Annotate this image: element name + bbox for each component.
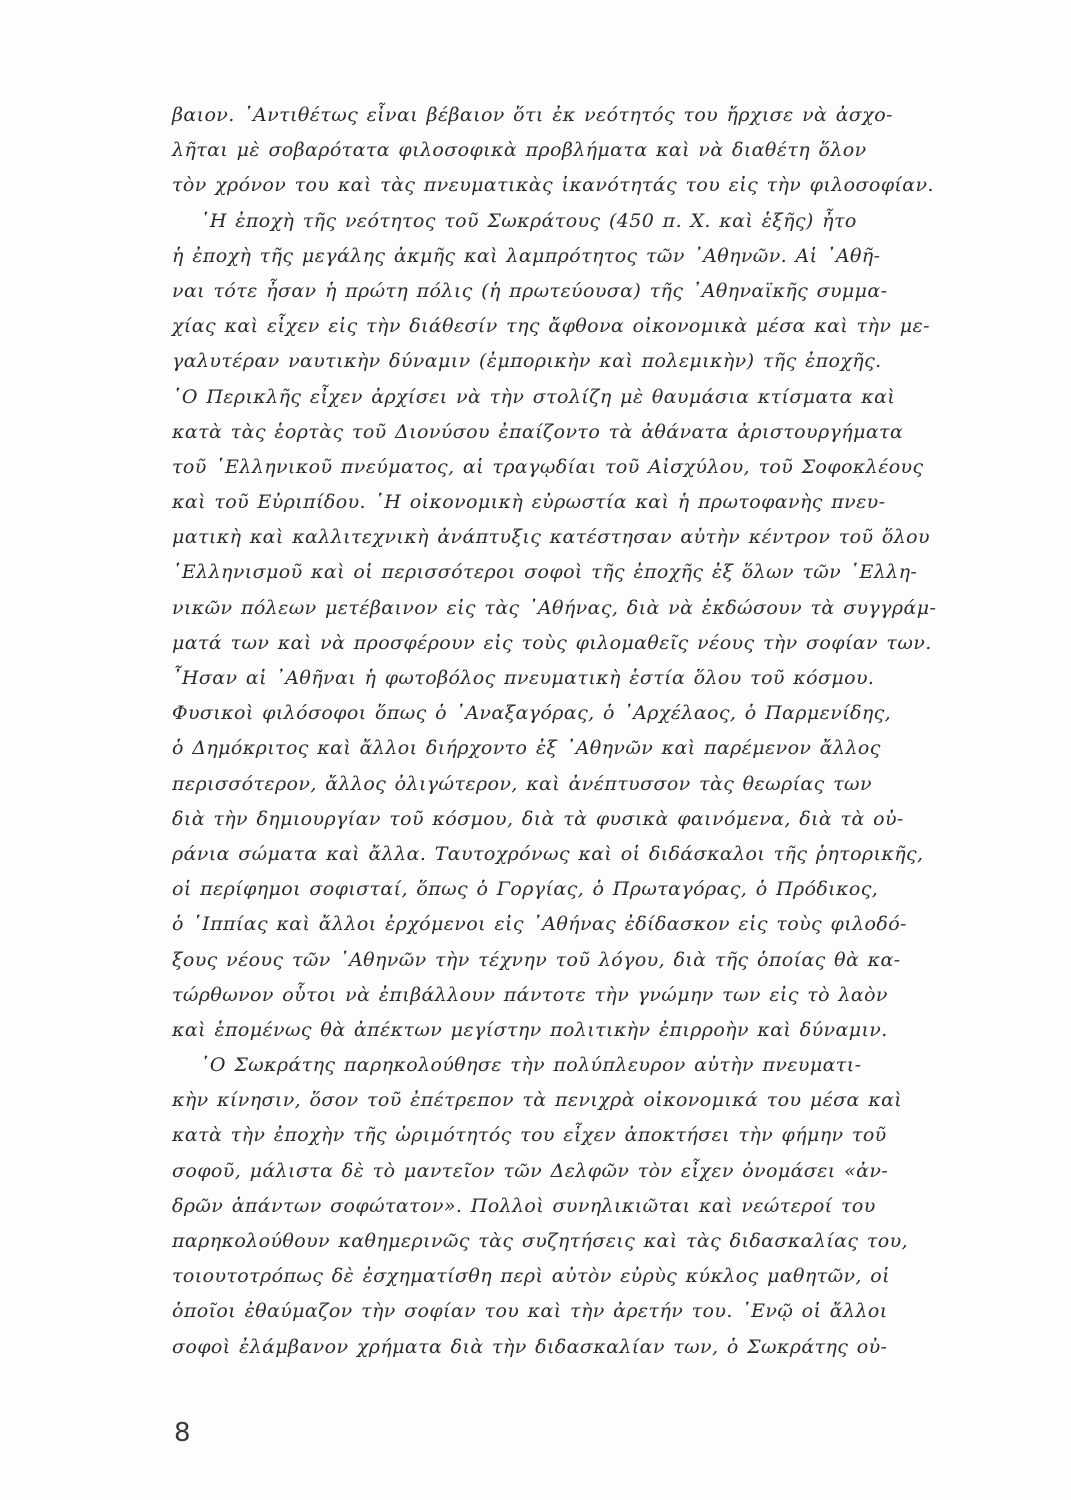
text-line: βαιον. ᾿Αντιθέτως εἶναι βέβαιον ὅτι ἐκ νεότητός του ἤρχισε νὰ ἀσχο- <box>172 104 893 126</box>
page-number: 8 <box>174 1418 191 1448</box>
text-line: διὰ τὴν δημιουργίαν τοῦ κόσμου, διὰ τὰ φυσικὰ φαινόμενα, διὰ τὰ οὐ- <box>172 807 904 830</box>
text-line: γαλυτέραν ναυτικὴν δύναμιν (ἐμπορικὴν καὶ πολεμικὴν) τῆς ἐποχῆς. <box>172 350 882 373</box>
text-line: νικῶν πόλεων μετέβαινον εἰς τὰς ᾿Αθήνας, διὰ νὰ ἐκδώσουν τὰ συγγράμ- <box>172 596 937 619</box>
text-line: παρηκολούθουν καθημερινῶς τὰς συζητήσεις καὶ τὰς διδασκαλίας του, <box>172 1230 908 1252</box>
text-line: σοφοῦ, μάλιστα δὲ τὸ μαντεῖον τῶν Δελφῶν τὸν εἶχεν ὀνομάσει «ἀν- <box>172 1159 889 1182</box>
body-text <box>172 98 1030 1365</box>
text-line: ῾Ο Περικλῆς εἶχεν ἀρχίσει νὰ τὴν στολίζη μὲ θαυμάσια κτίσματα καὶ <box>172 385 896 408</box>
text-line: τοῦ ῾Ελληνικοῦ πνεύματος, αἱ τραγῳδίαι τοῦ Αἰσχύλου, τοῦ Σοφοκλέους <box>172 455 924 478</box>
text-line: Φυσικοὶ φιλόσοφοι ὅπως ὁ ᾿Αναξαγόρας, ὁ ᾿Αρχέλαος, ὁ Παρμενίδης, <box>172 702 892 725</box>
text-line: ματά των καὶ νὰ προσφέρουν εἰς τοὺς φιλομαθεῖς νέους τὴν σοφίαν των. <box>172 631 932 654</box>
text-line: ὁ ῾Ιππίας καὶ ἄλλοι ἐρχόμενοι εἰς ᾿Αθήνας ἐδίδασκον εἰς τοὺς φιλοδό- <box>172 913 907 936</box>
text-line: ματικὴ καὶ καλλιτεχνικὴ ἀνάπτυξις κατέστησαν αὐτὴν κέντρον τοῦ ὅλου <box>172 526 930 549</box>
text-line: ῾Η ἐποχὴ τῆς νεότητος τοῦ Σωκράτους (450 π. Χ. καὶ ἑξῆς) ἦτο <box>200 209 857 232</box>
text-line: ξους νέους τῶν ᾿Αθηνῶν τὴν τέχνην τοῦ λόγου, διὰ τῆς ὁποίας θὰ κα- <box>172 948 901 971</box>
text-line: καὶ ἑπομένως θὰ ἀπέκτων μεγίστην πολιτικὴν ἐπιρροὴν καὶ δύναμιν. <box>172 1018 888 1041</box>
text-line: ὁ Δημόκριτος καὶ ἄλλοι διήρχοντο ἐξ ᾿Αθηνῶν καὶ παρέμενον ἄλλος <box>172 737 881 760</box>
text-line: περισσότερον, ἄλλος ὀλιγώτερον, καὶ ἀνέπτυσσον τὰς θεωρίας των <box>172 772 872 795</box>
text-line: σοφοὶ ἐλάμβανον χρήματα διὰ τὴν διδασκαλίαν των, ὁ Σωκράτης οὐ- <box>172 1335 888 1358</box>
text-line: τοιουτοτρόπως δὲ ἐσχηματίσθη περὶ αὐτὸν εὐρὺς κύκλος μαθητῶν, οἱ <box>172 1265 890 1288</box>
text-line: κατὰ τὰς ἑορτὰς τοῦ Διονύσου ἐπαίζοντο τὰ ἀθάνατα ἀριστουργήματα <box>172 420 904 443</box>
text-line: ναι τότε ἦσαν ἡ πρώτη πόλις (ἡ πρωτεύουσα) τῆς ᾿Αθηναϊκῆς συμμα- <box>172 279 888 302</box>
text-line: ὁποῖοι ἐθαύμαζον τὴν σοφίαν του καὶ τὴν ἀρετήν του. ᾿Ενῷ οἱ ἄλλοι <box>172 1300 888 1323</box>
text-line: ῾Ο Σωκράτης παρηκολούθησε τὴν πολύπλευρον αὐτὴν πνευματι- <box>200 1054 862 1077</box>
text-line: τὸν χρόνον του καὶ τὰς πνευματικὰς ἱκανότητάς του εἰς τὴν φιλοσοφίαν. <box>172 174 934 197</box>
text-line: χίας καὶ εἶχεν εἰς τὴν διάθεσίν της ἄφθονα οἰκονομικὰ μέσα καὶ τὴν με- <box>172 315 930 338</box>
text-line: δρῶν ἁπάντων σοφώτατον». Πολλοὶ συνηλικιῶται καὶ νεώτεροί του <box>172 1194 876 1217</box>
text-line: ἡ ἐποχὴ τῆς μεγάλης ἀκμῆς καὶ λαμπρότητος τῶν ᾿Αθηνῶν. Αἱ ᾿Αθῆ- <box>172 244 881 267</box>
text-line: τώρθωνον οὗτοι νὰ ἐπιβάλλουν πάντοτε τὴν γνώμην των εἰς τὸ λαὸν <box>172 983 888 1006</box>
text-line: ράνια σώματα καὶ ἄλλα. Ταυτοχρόνως καὶ οἱ διδάσκαλοι τῆς ῥητορικῆς, <box>172 842 924 865</box>
text-line: κὴν κίνησιν, ὅσον τοῦ ἐπέτρεπον τὰ πενιχρὰ οἰκονομικά του μέσα καὶ <box>172 1089 903 1112</box>
text-line: κατὰ τὴν ἐποχὴν τῆς ὡριμότητός του εἶχεν ἀποκτήσει τὴν φήμην τοῦ <box>172 1124 887 1147</box>
text-line: λῆται μὲ σοβαρότατα φιλοσοφικὰ προβλήματα καὶ νὰ διαθέτη ὅλον <box>172 139 867 162</box>
text-line: οἱ περίφημοι σοφισταί, ὅπως ὁ Γοργίας, ὁ Πρωταγόρας, ὁ Πρόδικος, <box>172 878 879 901</box>
text-line: ῏Ησαν αἱ ᾿Αθῆναι ἡ φωτοβόλος πνευματικὴ ἑστία ὅλου τοῦ κόσμου. <box>172 667 875 689</box>
text-line: ῾Ελληνισμοῦ καὶ οἱ περισσότεροι σοφοὶ τῆς ἐποχῆς ἐξ ὅλων τῶν ῾Ελλη- <box>172 561 918 584</box>
text-line: καὶ τοῦ Εὐριπίδου. ῾Η οἰκονομικὴ εὐρωστία καὶ ἡ πρωτοφανὴς πνευ- <box>172 491 886 514</box>
